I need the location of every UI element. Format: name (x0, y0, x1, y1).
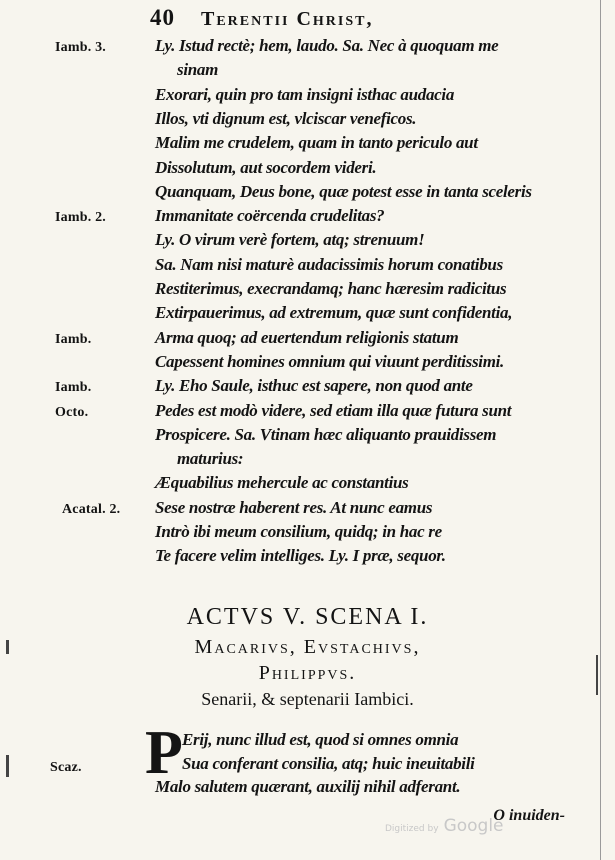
verse-line: Dissolutum, aut socordem videri. (155, 157, 377, 177)
verse-line: Quanquam, Deus bone, quæ potest esse in tanta sceleris (155, 181, 532, 201)
act-scene-title: ACTVS V. SCENA I. (186, 604, 429, 630)
verse-line: Ly. Eho Saule, isthuc est sapere, non quod ante (155, 376, 473, 396)
margin-meter-note: Iamb. (55, 380, 92, 396)
margin-mark (6, 755, 9, 777)
verse-line: Ly. O virum verè fortem, atq; strenuum! (155, 230, 425, 250)
verse-line: Ly. Istud rectè; hem, laudo. Sa. Nec à quoquam me (155, 36, 499, 55)
margin-meter-note: Scaz. (50, 759, 82, 775)
verse-line: Sa. Nam nisi maturè audacissimis horum conatibus (155, 254, 503, 274)
verse-line: Arma quoq; ad euertendum religionis statum (155, 327, 459, 347)
dramatis-personae-line-1: Macarivs, Evstachivs, (194, 636, 421, 658)
watermark-brand: Google (443, 816, 504, 836)
verse-line: maturius: (177, 449, 244, 469)
page-edge-rule (600, 0, 601, 860)
verse-line: Æquabilius mehercule ac constantius (155, 473, 409, 493)
digitized-watermark (385, 816, 504, 836)
verse-line: Capessent homines omnium qui viuunt perditissimi. (155, 351, 504, 371)
margin-meter-note: Iamb. 3. (55, 40, 106, 55)
scene-verse-line: Malo salutem quærant, auxilij nihil adferant. (155, 777, 461, 796)
verse-line: Restiterimus, execrandamq; hanc hæresim radicitus (155, 279, 507, 298)
margin-meter-note: Iamb. 2. (55, 210, 106, 226)
verse-line: Intrò ibi meum consilium, quidq; in hac re (155, 522, 442, 541)
verse-line: Illos, vti dignum est, vlciscar veneficos. (155, 108, 417, 128)
verse-line: Te facere velim intelliges. Ly. I præ, sequor. (155, 546, 446, 566)
verse-line: sinam (177, 60, 219, 80)
drop-capital: P (145, 719, 183, 787)
margin-meter-note: Iamb. (55, 331, 92, 347)
verse-line: Extirpauerimus, ad extremum, quæ sunt confidentia, (155, 303, 513, 323)
scene-verse-line: Sua conferant consilia, atq; huic ineuitabili (182, 753, 475, 773)
running-title: Terentii Christ, (201, 8, 374, 30)
verse-line: Pedes est modò videre, sed etiam illa quæ futura sunt (155, 400, 512, 420)
page-header (150, 5, 374, 31)
margin-meter-note: Acatal. 2. (62, 501, 121, 517)
meter-note: Senarii, & septenarii Iambici. (201, 689, 414, 709)
verse-line: Prospicere. Sa. Vtinam hæc aliquanto prauidissem (155, 424, 497, 444)
verse-line: Immanitate coërcenda crudelitas? (155, 206, 385, 226)
margin-meter-note: Octo. (55, 404, 89, 420)
watermark-small-text: Digitized by (385, 824, 439, 834)
catchword: O inuiden- (493, 807, 565, 824)
verse-line: Malim me crudelem, quam in tanto periculo aut (155, 133, 478, 153)
dramatis-personae-line-2: Philippvs. (258, 662, 357, 684)
verse-line: Exorari, quin pro tam insigni isthac audacia (155, 84, 455, 104)
verse-line: Sese nostræ haberent res. At nunc eamus (155, 497, 433, 517)
page-number: 40 (150, 5, 175, 30)
scene-verse-line: Erij, nunc illud est, quod si omnes omnia (182, 730, 459, 749)
